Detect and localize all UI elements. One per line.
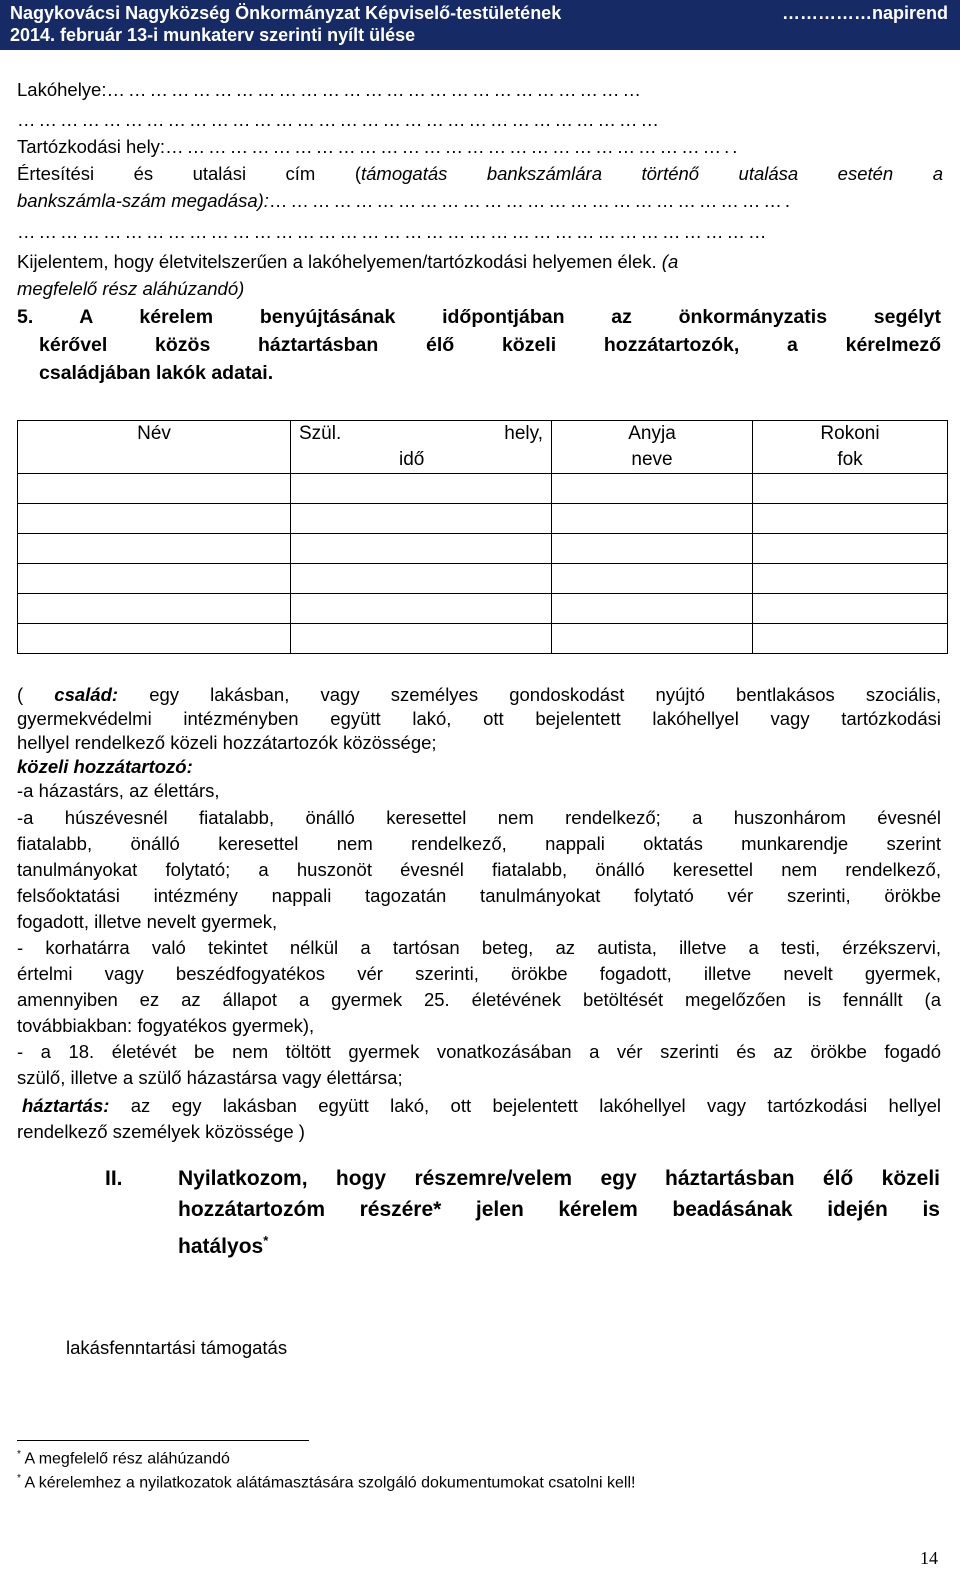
def-child-line3: tanulmányokat folytató; a huszonöt évesnél fiatalabb, önálló keresettel nem rendelkező, (17, 859, 941, 880)
notify-italic-2: bankszámla-szám megadása): (17, 190, 269, 211)
relation-cell[interactable] (753, 564, 948, 594)
def-household-line1: háztartás: az egy lakásban együtt lakó, ott bejelentett lakóhellyel vagy tartózkodási hellyel (22, 1095, 941, 1116)
def-child-line1: -a húszévesnél fiatalabb, önálló keresettel nem rendelkező; a huszonhárom évesnél (17, 807, 941, 828)
table-row (18, 474, 948, 504)
table-row (18, 624, 948, 654)
birth-cell[interactable] (291, 594, 552, 624)
name-cell[interactable] (18, 534, 291, 564)
col-mother-header: Anyja neve (552, 421, 753, 474)
stay-label: Tartózkodási hely: (17, 136, 166, 157)
mother-cell[interactable] (552, 594, 753, 624)
relation-cell[interactable] (753, 624, 948, 654)
col-relation-header: Rokoni fok (753, 421, 948, 474)
def-family-term: család: (54, 684, 119, 705)
def-household-term: háztartás: (22, 1095, 110, 1116)
def-child-line2: fiatalabb, önálló keresettel nem rendelkező, nappali oktatás munkarendje szerint (17, 833, 941, 854)
def-child-line5: fogadott, illetve nevelt gyermek, (17, 911, 278, 932)
residence-dots-2: ……………………………………………………………………………… (17, 109, 662, 130)
header-institution: Nagykovácsi Nagyközség Önkormányzat Képviselő-testületének (10, 3, 562, 23)
def-minor-line2: szülő, illetve a szülő házastársa vagy élettársa; (17, 1067, 403, 1088)
relation-cell[interactable] (753, 534, 948, 564)
declaration-note: megfelelő rész aláhúzandó) (17, 278, 245, 299)
section5-line1: 5. A kérelem benyújtásának időpontjában az önkormányzatis segélyt (17, 306, 941, 328)
name-cell[interactable] (18, 624, 291, 654)
mother-cell[interactable] (552, 534, 753, 564)
name-cell[interactable] (18, 594, 291, 624)
notify-italic: támogatás bankszámlára történő utalása esetén a (360, 163, 943, 184)
section5-line3: családjában lakók adatai. (39, 362, 274, 384)
col-name-header: Név (18, 421, 291, 474)
def-family-line2: gyermekvédelmi intézményben együtt lakó, ott bejelentett lakóhellyel vagy tartózkodási (17, 708, 941, 729)
residence-label: Lakóhelye: (17, 79, 107, 100)
header-meeting: 2014. február 13-i munkaterv szerinti nyílt ülése (10, 25, 416, 45)
def-family-line3: hellyel rendelkező közeli hozzátartozók közössége; (17, 732, 437, 753)
section2-line2: hozzátartozóm részére* jelen kérelem beadásának idején is (178, 1198, 940, 1221)
mother-cell[interactable] (552, 504, 753, 534)
residence-line (17, 76, 943, 103)
notify-label: Értesítési és utalási cím ( (17, 163, 361, 184)
def-child-line4: felsőoktatási intézmény nappali tagozatán tanulmányokat folytató vér szerinti, örökbe (17, 885, 941, 906)
declaration-text: Kijelentem, hogy életvitelszerűen a lakóhelyemen/tartózkodási helyemen élek. (17, 251, 657, 272)
footnote-2: * A kérelemhez a nyilatkozatok alátámasztására szolgáló dokumentumokat csatolni kell! (17, 1473, 636, 1492)
mother-cell[interactable] (552, 474, 753, 504)
table-row (18, 594, 948, 624)
page-header (0, 0, 960, 50)
section2-number: II. (105, 1167, 123, 1190)
notify-dots: ………………………………………………………………. (268, 190, 794, 211)
notify-dots-2: …………………………………………………………………………………………… (17, 221, 770, 242)
declaration-line (17, 248, 943, 275)
birth-cell[interactable] (291, 534, 552, 564)
notify-line-2 (17, 187, 943, 214)
relation-cell[interactable] (753, 474, 948, 504)
declaration-italic: (a (661, 251, 679, 272)
birth-cell[interactable] (291, 624, 552, 654)
household-table (17, 420, 948, 654)
section2-line3: hatályos* (178, 1233, 269, 1258)
table-row (18, 534, 948, 564)
section2-line1: Nyilatkozom, hogy részemre/velem egy háztartásban élő közeli (178, 1167, 940, 1190)
def-disabled-line4: továbbiakban: fogyatékos gyermek), (17, 1015, 315, 1036)
name-cell[interactable] (18, 474, 291, 504)
notify-line (17, 160, 943, 187)
def-disabled-line2: értelmi vagy beszédfogyatékos vér szerinti, örökbe fogadott, illetve nevelt gyermek, (17, 963, 941, 984)
def-minor-line1: - a 18. életévét be nem töltött gyermek vonatkozásában a vér szerinti és az örökbe fogadó (17, 1041, 941, 1062)
name-cell[interactable] (18, 504, 291, 534)
relation-cell[interactable] (753, 594, 948, 624)
col-birth-header: Szül. hely, idő (291, 421, 552, 474)
birth-cell[interactable] (291, 504, 552, 534)
def-disabled-line3: amennyiben ez az állapot a gyermek 25. életévének betöltését megelőzően is fennállt (a (17, 989, 941, 1010)
support-type: lakásfenntartási támogatás (66, 1337, 288, 1358)
section5-line2: kérővel közös háztartásban élő közeli hozzátartozók, a kérelmező (39, 334, 941, 356)
table-row (18, 504, 948, 534)
page-number: 14 (920, 1548, 938, 1568)
footnote-ref: * (263, 1233, 269, 1248)
notify-dots-line (17, 218, 943, 245)
table-header-row (18, 421, 948, 474)
def-disabled-line1: - korhatárra való tekintet nélkül a tartósan beteg, az autista, illetve a testi, érzékszervi, (17, 937, 941, 958)
birth-cell[interactable] (291, 564, 552, 594)
table-row (18, 564, 948, 594)
header-agenda: ……………napirend (781, 3, 948, 23)
stay-line (17, 133, 943, 160)
stay-dots: …………………………………………………………………….. (165, 136, 741, 157)
mother-cell[interactable] (552, 564, 753, 594)
name-cell[interactable] (18, 564, 291, 594)
footnote-1: * A megfelelő rész aláhúzandó (17, 1449, 230, 1468)
def-household-line2: rendelkező személyek közössége ) (17, 1121, 305, 1142)
def-relative-term: közeli hozzátartozó: (17, 756, 193, 777)
birth-cell[interactable] (291, 474, 552, 504)
def-family-line1: ( család: egy lakásban, vagy személyes gondoskodást nyújtó bentlakásos szociális, (17, 684, 941, 705)
def-spouse: -a házastárs, az élettárs, (17, 780, 220, 801)
footnote-separator (17, 1440, 309, 1441)
relation-cell[interactable] (753, 504, 948, 534)
residence-dots: ………………………………………………………………… (106, 79, 644, 100)
residence-dots-line (17, 106, 943, 133)
mother-cell[interactable] (552, 624, 753, 654)
